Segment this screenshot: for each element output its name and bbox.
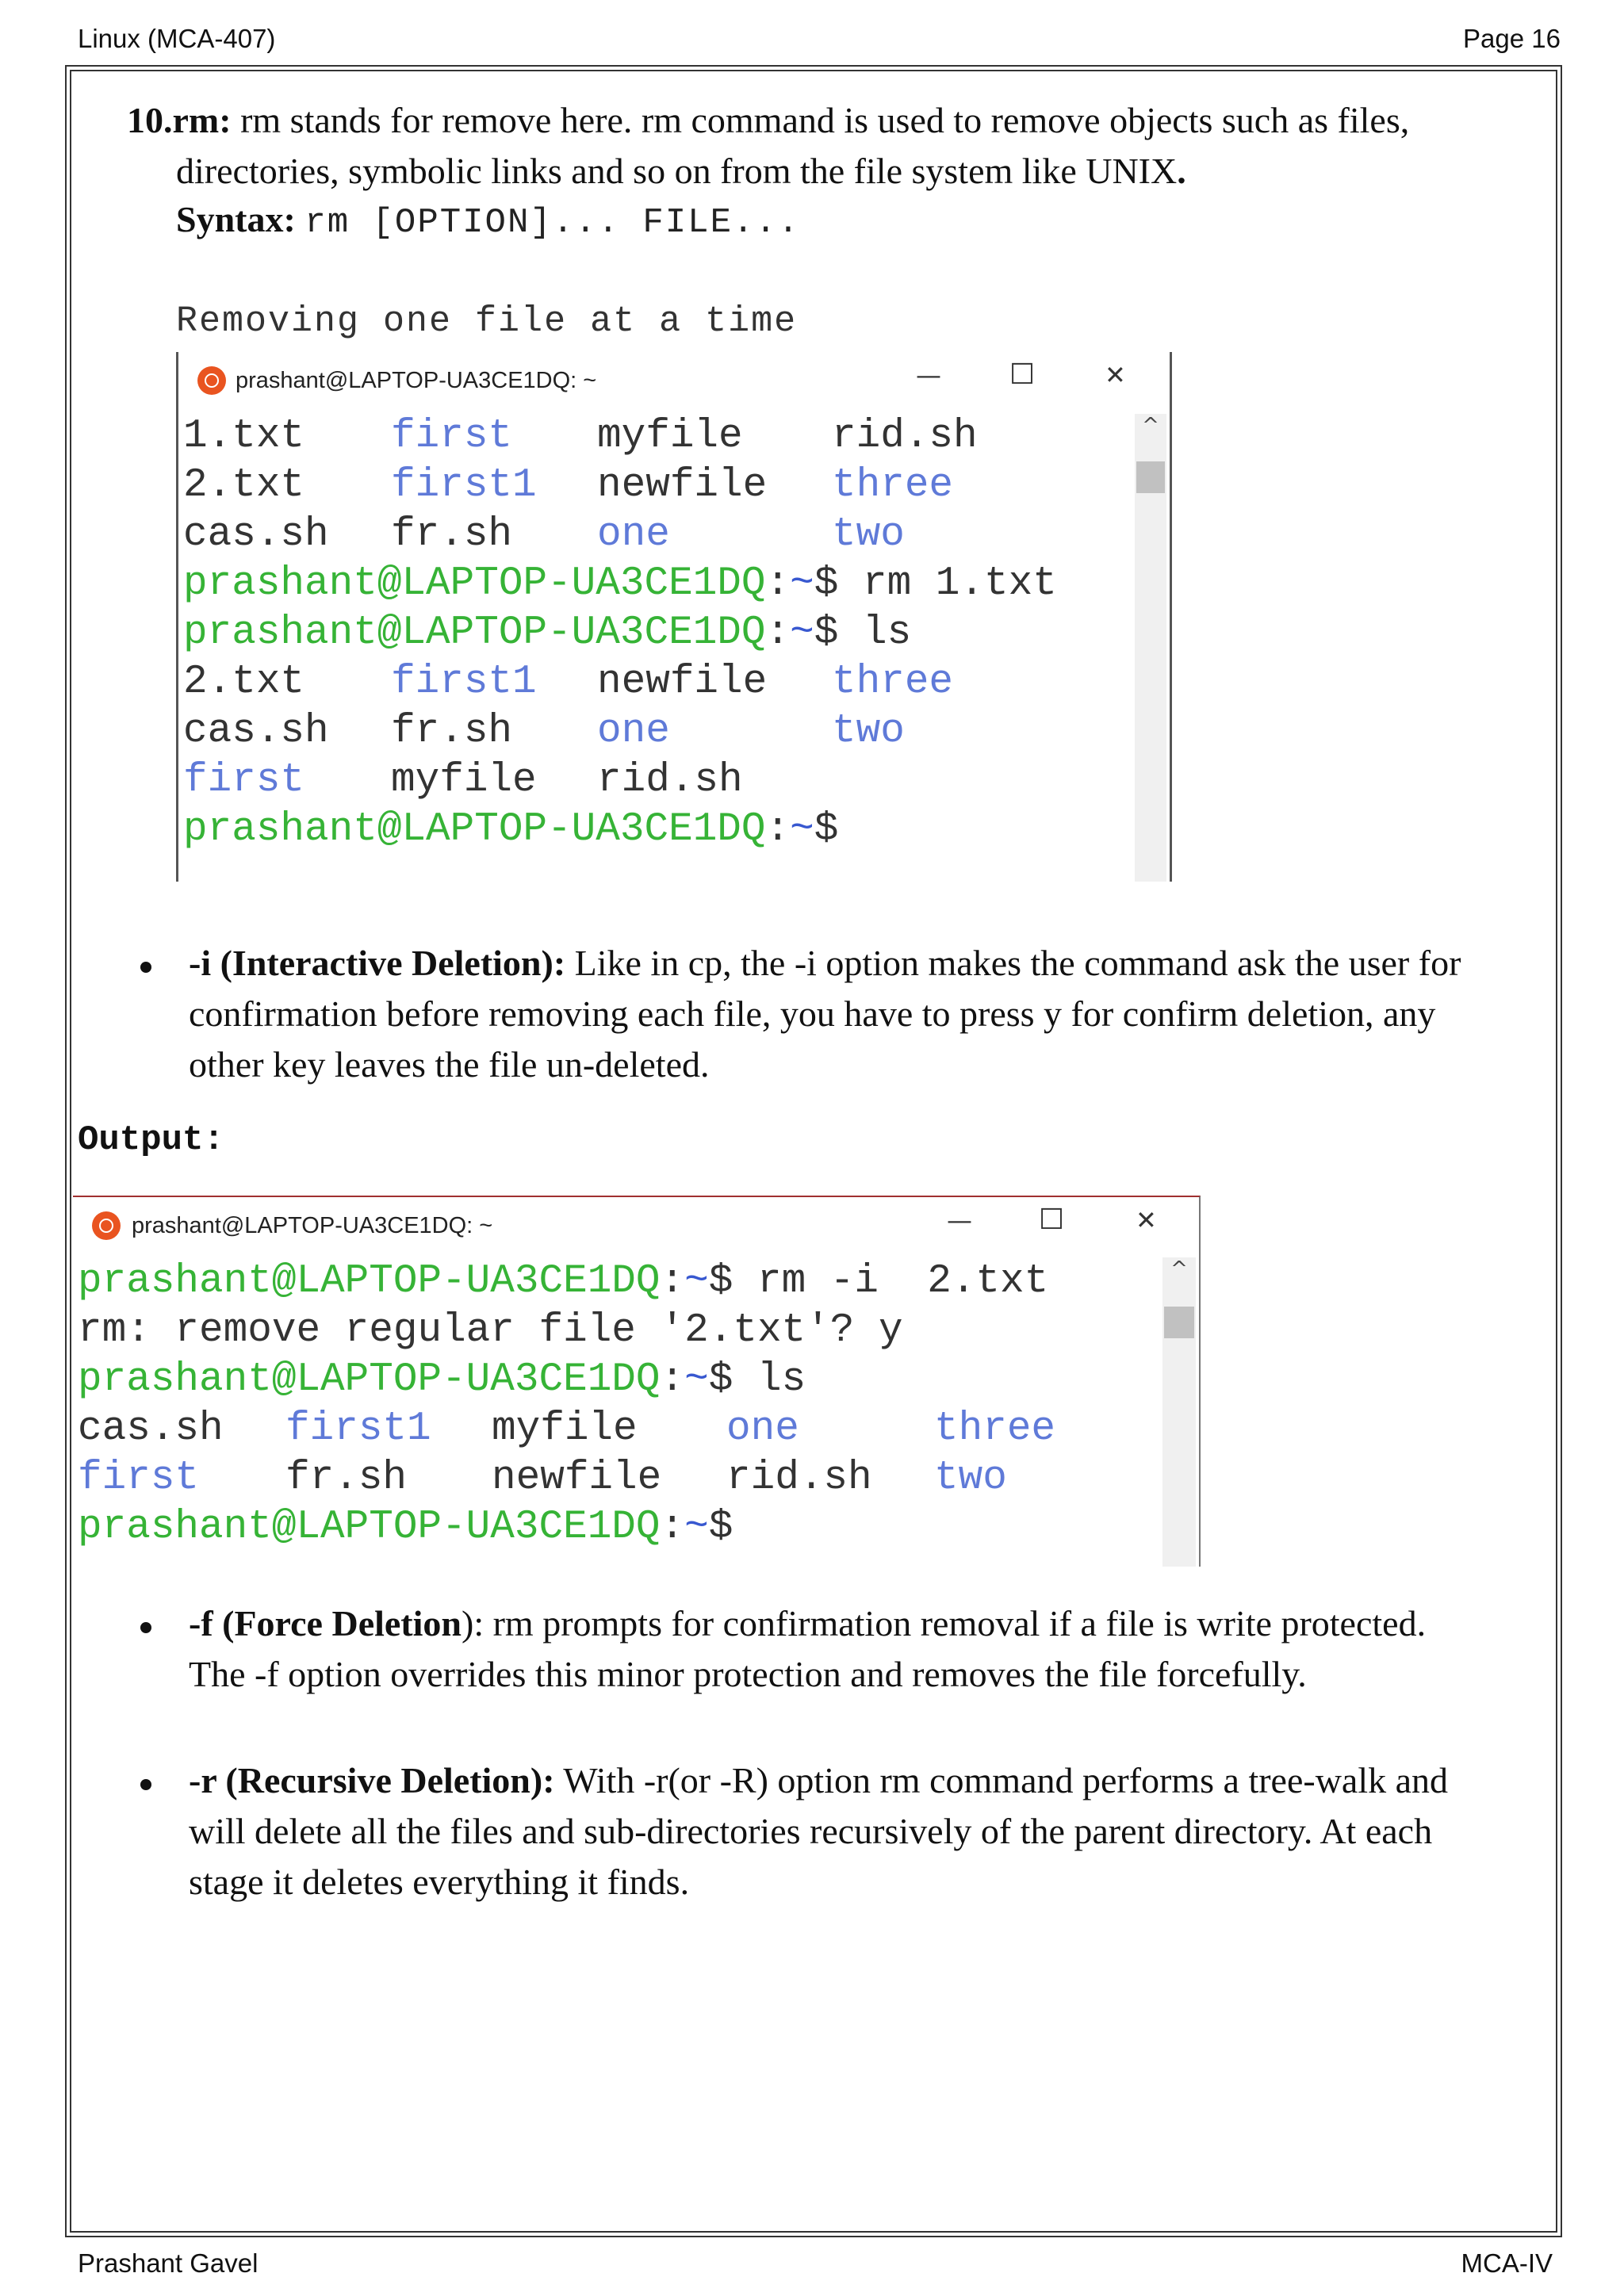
syntax-label: Syntax: [176, 199, 296, 239]
section-intro-line1 [127, 95, 1538, 146]
bullet3-line2: will delete all the files and sub-directories recursively of the parent directory. At each [189, 1811, 1433, 1851]
minimize-icon[interactable]: — [947, 1205, 972, 1235]
intro-text-2: directories, symbolic links and so on from the file system like UNIX [176, 151, 1178, 191]
terminal-prompt-final: prashant@LAPTOP-UA3CE1DQ:~$ [78, 1505, 733, 1550]
terminal-prompt-rm-i: prashant@LAPTOP-UA3CE1DQ:~$ rm -i 2.txt [78, 1259, 1049, 1304]
bullet1-line2: confirmation before removing each file, you have to press y for confirm deletion, any [189, 993, 1436, 1034]
bullet2-line2: The -f option overrides this minor protection and removes the file forcefully. [189, 1654, 1307, 1694]
terminal-prompt-final: prashant@LAPTOP-UA3CE1DQ:~$ [183, 807, 839, 852]
bullet3-line1: -r (Recursive Deletion): With -r(or -R) option rm command performs a tree-walk and [189, 1760, 1449, 1800]
maximize-icon[interactable]: ☐ [1009, 358, 1036, 391]
close-icon[interactable]: ✕ [1136, 1205, 1157, 1235]
scrollbar-thumb[interactable] [1164, 1307, 1194, 1338]
terminal-titlebar[interactable] [73, 1197, 1199, 1246]
terminal-title: prashant@LAPTOP-UA3CE1DQ: ~ [236, 368, 597, 393]
terminal-window-1[interactable]: prashant@LAPTOP-UA3CE1DQ: ~ — ☐ ✕ ^ 1.txt first myfile rid.sh 2.txt first1 newfile three cas.sh fr.sh one two prashant@LAPTOP-UA3CE1DQ:~$ rm 1.txt prashant@LAPTOP-UA3CE1DQ:~$ ls 2.txt first1 newfile three cas.sh fr.sh one two first myfile rid.sh prashant@LAPTOP-UA3CE1DQ:~$ [176, 352, 1172, 882]
terminal-scrollbar[interactable] [1135, 414, 1166, 882]
bullet-icon [140, 1779, 151, 1790]
bullet2-label: -f (Force Deletion [189, 1603, 462, 1644]
output-label: Output: [78, 1120, 224, 1160]
bullet1-label: -i (Interactive Deletion): [189, 943, 566, 983]
maximize-icon[interactable]: ☐ [1039, 1203, 1065, 1236]
terminal-titlebar[interactable] [178, 352, 1170, 401]
bullet1-line1: -i (Interactive Deletion): Like in cp, the -i option makes the command ask the user for [189, 943, 1461, 983]
bullet-icon [140, 1622, 151, 1633]
syntax-code: rm [OPTION]... FILE... [304, 203, 801, 243]
terminal-scrollbar[interactable] [1162, 1257, 1196, 1567]
bullet1-line3: other key leaves the file un-deleted. [189, 1044, 710, 1085]
page-header-page-number: Page 16 [1463, 24, 1561, 53]
syntax-line [176, 198, 800, 243]
scroll-up-arrow-icon[interactable]: ^ [1170, 1257, 1188, 1281]
scrollbar-thumb[interactable] [1136, 461, 1165, 493]
scroll-up-arrow-icon[interactable]: ^ [1142, 414, 1159, 438]
close-icon[interactable]: ✕ [1105, 360, 1126, 390]
terminal-confirm-line: rm: remove regular file '2.txt'? y [78, 1308, 903, 1353]
bullet2-line1: -f (Force Deletion): rm prompts for confirmation removal if a file is write protected. [189, 1603, 1427, 1644]
ubuntu-logo-icon [92, 1211, 121, 1240]
terminal-prompt-rm: prashant@LAPTOP-UA3CE1DQ:~$ rm 1.txt [183, 561, 1057, 607]
bullet3-label: -r (Recursive Deletion): [189, 1760, 555, 1800]
section-intro-line2 [176, 146, 1540, 197]
page-header-course: Linux (MCA-407) [78, 24, 276, 53]
bullet-icon [140, 962, 151, 973]
section-title: 10.rm: [127, 100, 232, 140]
minimize-icon[interactable]: — [916, 360, 941, 390]
terminal-prompt-ls: prashant@LAPTOP-UA3CE1DQ:~$ ls [183, 610, 912, 656]
caption-removing-one-file: Removing one file at a time [176, 301, 798, 342]
page-footer-semester: MCA-IV [1461, 2248, 1553, 2278]
ubuntu-logo-icon [197, 366, 226, 395]
terminal-title: prashant@LAPTOP-UA3CE1DQ: ~ [132, 1213, 493, 1238]
intro-text-1: rm stands for remove here. rm command is used to remove objects such as files, [231, 100, 1410, 140]
page-footer-author: Prashant Gavel [78, 2248, 259, 2278]
terminal-prompt-ls: prashant@LAPTOP-UA3CE1DQ:~$ ls [78, 1357, 806, 1402]
intro-end: . [1177, 151, 1186, 191]
bullet3-line3: stage it deletes everything it finds. [189, 1862, 690, 1902]
terminal-window-2[interactable]: prashant@LAPTOP-UA3CE1DQ: ~ — ☐ ✕ ^ prashant@LAPTOP-UA3CE1DQ:~$ rm -i 2.txt rm: remove regular file '2.txt'? y prashant@LAPTOP-UA3CE1DQ:~$ ls cas.sh first1 myfile one three first fr.sh newfile rid.sh two prashant@LAPTOP-UA3CE1DQ:~$ [73, 1196, 1201, 1567]
